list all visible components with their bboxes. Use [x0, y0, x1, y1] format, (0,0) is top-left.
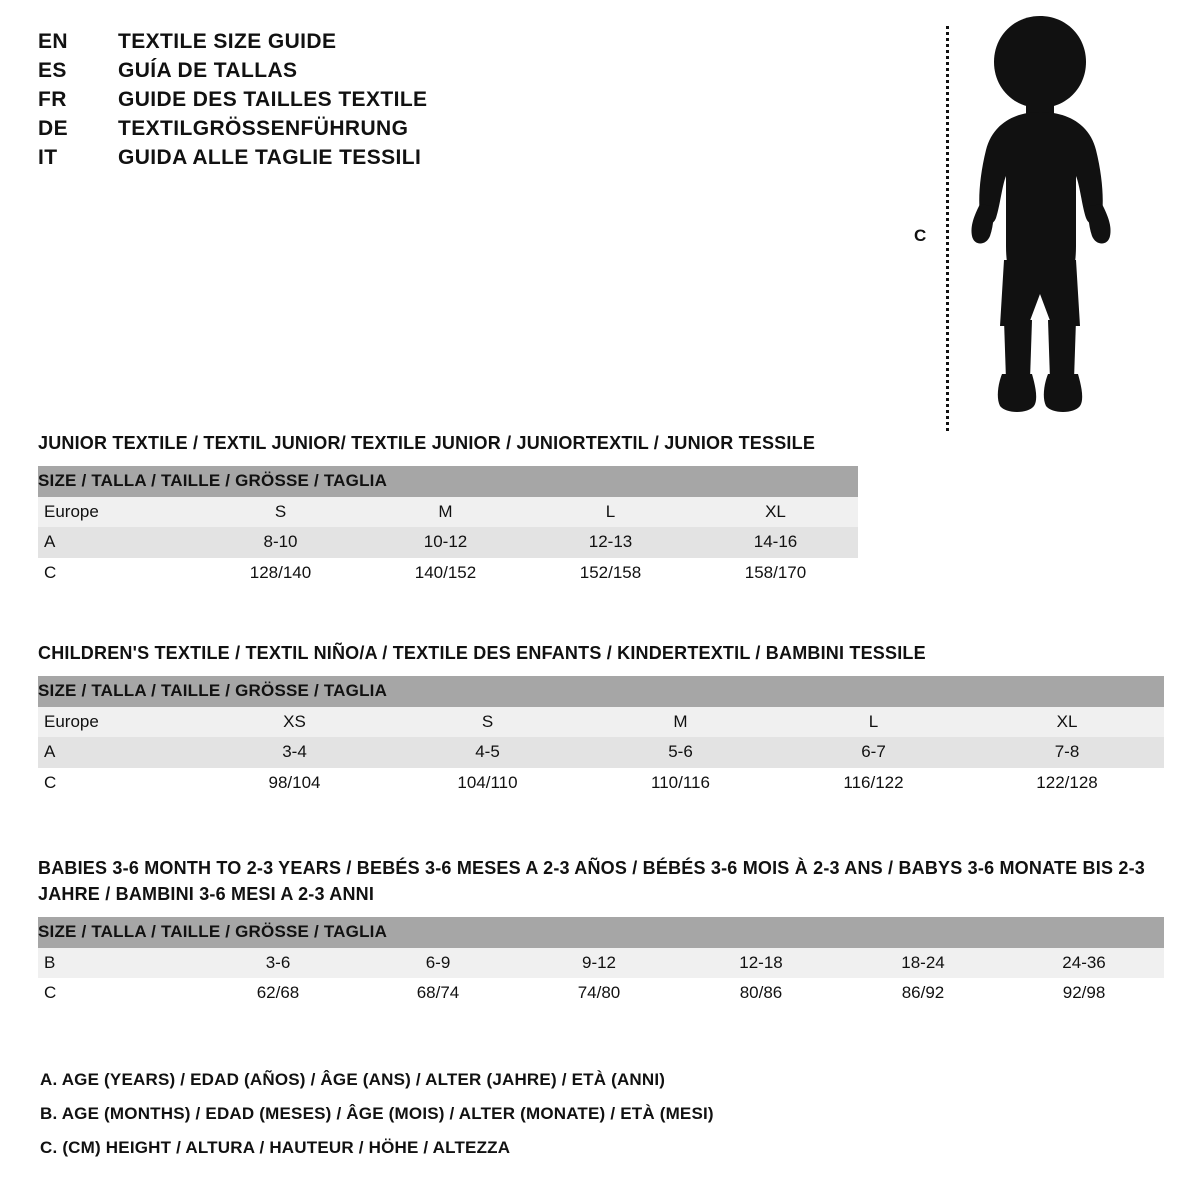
row-label: C: [38, 768, 198, 799]
table-band-row: [38, 917, 1164, 948]
table-cell: 86/92: [842, 978, 1004, 1009]
table-cell: 3-4: [198, 737, 391, 768]
table-cell: 10-12: [363, 527, 528, 558]
table-cell: 14-16: [693, 527, 858, 558]
language-code-it: IT: [38, 146, 58, 169]
table-cell: 24-36: [1004, 948, 1164, 979]
height-measurement-figure: [900, 8, 1160, 428]
header-row: [38, 59, 598, 83]
legend-line-c: C. (CM) HEIGHT / ALTURA / HAUTEUR / HÖHE / ALTEZZA: [40, 1138, 511, 1157]
table-row: [38, 978, 1164, 1009]
row-label: A: [38, 737, 198, 768]
table-cell: S: [391, 707, 584, 738]
table-row: [38, 768, 1164, 799]
size-table-junior: [38, 466, 858, 588]
language-code-en: EN: [38, 30, 68, 53]
section-title-children: CHILDREN'S TEXTILE / TEXTIL NIÑO/A / TEXTILE DES ENFANTS / KINDERTEXTIL / BAMBINI TESSILE: [38, 643, 926, 663]
band-label: SIZE / TALLA / TAILLE / GRÖSSE / TAGLIA: [38, 466, 858, 497]
table-cell: 152/158: [528, 558, 693, 589]
table-cell: 4-5: [391, 737, 584, 768]
row-label: C: [38, 978, 198, 1009]
legend-line-b: B. AGE (MONTHS) / EDAD (MESES) / ÂGE (MOIS) / ALTER (MONATE) / ETÀ (MESI): [40, 1104, 714, 1123]
table-cell: S: [198, 497, 363, 528]
table-cell: 98/104: [198, 768, 391, 799]
title-de: TEXTILGRÖSSENFÜHRUNG: [118, 117, 409, 140]
section-children: [38, 640, 1164, 798]
table-cell: 6-7: [777, 737, 970, 768]
table-cell: 140/152: [363, 558, 528, 589]
title-en: TEXTILE SIZE GUIDE: [118, 30, 337, 53]
table-cell: 9-12: [518, 948, 680, 979]
size-table-babies: [38, 917, 1164, 1009]
section-junior: [38, 430, 1164, 588]
table-cell: 12-13: [528, 527, 693, 558]
table-cell: 104/110: [391, 768, 584, 799]
table-cell: 116/122: [777, 768, 970, 799]
table-cell: XL: [970, 707, 1164, 738]
header-row: [38, 88, 598, 112]
table-cell: 7-8: [970, 737, 1164, 768]
table-cell: 62/68: [198, 978, 358, 1009]
table-row: [38, 558, 858, 589]
band-label: SIZE / TALLA / TAILLE / GRÖSSE / TAGLIA: [38, 676, 1164, 707]
table-cell: L: [528, 497, 693, 528]
child-silhouette-icon: [940, 8, 1140, 428]
language-code-fr: FR: [38, 88, 67, 111]
table-row: [38, 497, 858, 528]
language-code-de: DE: [38, 117, 68, 140]
legend-block: [40, 1070, 1040, 1172]
table-cell: 110/116: [584, 768, 777, 799]
title-es: GUÍA DE TALLAS: [118, 59, 298, 82]
table-cell: M: [584, 707, 777, 738]
table-cell: 92/98: [1004, 978, 1164, 1009]
language-title-block: [38, 30, 598, 175]
table-cell: 8-10: [198, 527, 363, 558]
row-label: Europe: [38, 707, 198, 738]
title-it: GUIDA ALLE TAGLIE TESSILI: [118, 146, 422, 169]
section-babies: [38, 855, 1164, 1009]
legend-line-a: A. AGE (YEARS) / EDAD (AÑOS) / ÂGE (ANS) / ALTER (JAHRE) / ETÀ (ANNI): [40, 1070, 666, 1089]
table-cell: 158/170: [693, 558, 858, 589]
language-code-es: ES: [38, 59, 67, 82]
table-band-row: [38, 466, 858, 497]
table-cell: 3-6: [198, 948, 358, 979]
table-row: [38, 527, 858, 558]
header-row: [38, 146, 598, 170]
table-cell: 12-18: [680, 948, 842, 979]
title-fr: GUIDE DES TAILLES TEXTILE: [118, 88, 428, 111]
row-label: B: [38, 948, 198, 979]
row-label: A: [38, 527, 198, 558]
measurement-label-c: C: [914, 226, 927, 245]
table-cell: 18-24: [842, 948, 1004, 979]
row-label: C: [38, 558, 198, 589]
section-title-babies: BABIES 3-6 MONTH TO 2-3 YEARS / BEBÉS 3-6 MESES A 2-3 AÑOS / BÉBÉS 3-6 MOIS À 2-3 ANS / BABYS 3-6 MONATE BIS 2-3 JAHRE / BAMBINI 3-6 MESI A 2-3 ANNI: [38, 858, 1145, 905]
table-cell: XL: [693, 497, 858, 528]
table-row: [38, 948, 1164, 979]
table-row: [38, 737, 1164, 768]
table-row: [38, 707, 1164, 738]
table-cell: 68/74: [358, 978, 518, 1009]
table-cell: 122/128: [970, 768, 1164, 799]
table-band-row: [38, 676, 1164, 707]
row-label: Europe: [38, 497, 198, 528]
table-cell: XS: [198, 707, 391, 738]
table-cell: 74/80: [518, 978, 680, 1009]
header-row: [38, 117, 598, 141]
size-table-children: [38, 676, 1164, 798]
table-cell: M: [363, 497, 528, 528]
table-cell: 5-6: [584, 737, 777, 768]
table-cell: 6-9: [358, 948, 518, 979]
section-title-junior: JUNIOR TEXTILE / TEXTIL JUNIOR/ TEXTILE JUNIOR / JUNIORTEXTIL / JUNIOR TESSILE: [38, 433, 816, 453]
table-cell: L: [777, 707, 970, 738]
header-row: [38, 30, 598, 54]
band-label: SIZE / TALLA / TAILLE / GRÖSSE / TAGLIA: [38, 917, 1164, 948]
table-cell: 128/140: [198, 558, 363, 589]
table-cell: 80/86: [680, 978, 842, 1009]
